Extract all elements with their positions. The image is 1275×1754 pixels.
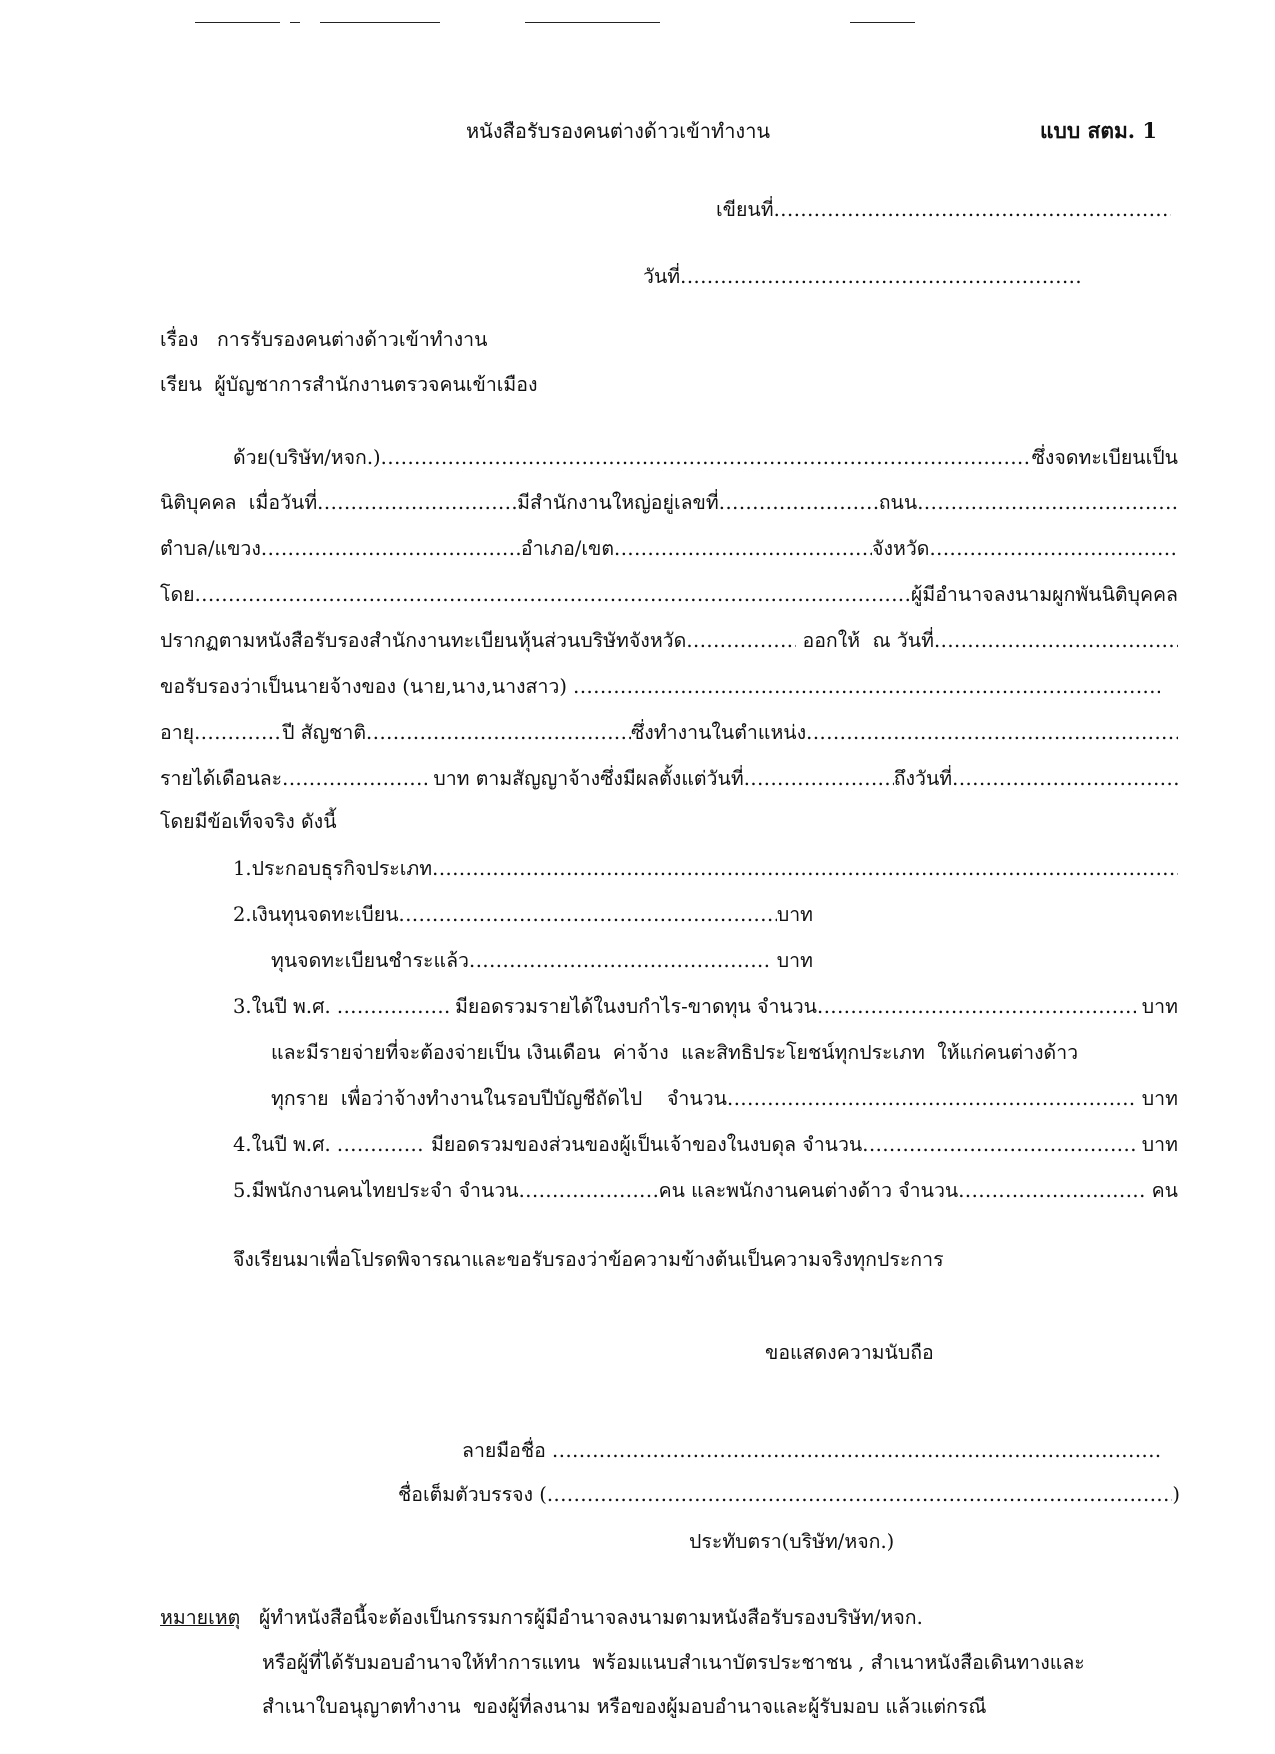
province-field[interactable] <box>929 532 1178 566</box>
fullname-label: ชื่อเต็มตัวบรรจง ( <box>398 1483 547 1506</box>
authorized-signatory-label: ผู้มีอำนาจลงนามผูกพันนิติบุคคล <box>910 583 1178 606</box>
fullname-close-paren: ) <box>1172 1483 1180 1506</box>
scan-artifact-line <box>290 22 300 23</box>
by-label: โดย <box>160 583 195 606</box>
fact-item-4 <box>233 1128 1178 1162</box>
revenue-year-field[interactable] <box>337 990 449 1024</box>
paid-capital-label: ทุนจดทะเบียนชำระแล้ว <box>271 949 469 972</box>
foreign-staff-field[interactable] <box>958 1174 1145 1208</box>
company-stamp-label: ประทับตรา(บริษัท/หจก.) <box>689 1530 895 1553</box>
equity-year-label: ในปี พ.ศ. <box>251 1133 337 1156</box>
scan-artifact-line <box>320 22 440 23</box>
signature-row <box>462 1434 1162 1468</box>
fact-number: 5. <box>233 1179 252 1202</box>
to-row <box>160 368 1178 402</box>
fact-number: 3. <box>233 995 252 1018</box>
stamp-row <box>689 1525 989 1559</box>
note-label: หมายเหตุ <box>160 1606 241 1629</box>
authorized-person-field[interactable] <box>195 578 911 612</box>
age-label: อายุ <box>160 721 195 744</box>
body-line-juristic <box>160 486 1178 520</box>
to-label: เรียน <box>160 373 202 396</box>
date-row <box>643 260 1081 294</box>
province-label: จังหวัด <box>872 537 930 560</box>
certificate-province-field[interactable] <box>686 624 796 658</box>
head-office-label: มีสำนักงานใหญ่อยู่เลขที่ <box>517 491 719 514</box>
respect-row <box>765 1336 1065 1370</box>
written-at-row <box>716 193 1171 227</box>
note-row-2 <box>262 1646 1178 1680</box>
subdistrict-field[interactable] <box>261 532 521 566</box>
issued-date-label: ออกให้ ณ วันที่ <box>796 629 934 652</box>
district-label: อำเภอ/เขต <box>520 537 615 560</box>
body-line-company <box>233 441 1178 475</box>
note-row-3 <box>262 1690 1178 1724</box>
employee-name-field[interactable] <box>573 670 1160 704</box>
revenue-total-label: มียอดรวมรายได้ในงบกำไร-ขาดทุน จำนวน <box>448 995 818 1018</box>
fullname-row <box>398 1478 1180 1512</box>
registration-date-label: นิติบุคคล เมื่อวันที่ <box>160 491 318 514</box>
fact-number: 1. <box>233 857 252 880</box>
subject-label: เรื่อง <box>160 328 199 351</box>
business-type-field[interactable] <box>432 852 1178 886</box>
revenue-total-field[interactable] <box>817 990 1136 1024</box>
body-line-age <box>160 716 1178 750</box>
scan-artifact-line <box>525 22 660 23</box>
baht-unit: บาท <box>1135 1133 1178 1156</box>
form-title: หนังสือรับรองคนต่างด้าวเข้าทำงาน <box>466 119 771 143</box>
date-field[interactable] <box>680 260 1081 294</box>
subject-text: การรับรองคนต่างด้าวเข้าทำงาน <box>216 328 488 351</box>
fact-item-2-paid <box>271 944 813 978</box>
signature-field[interactable] <box>552 1434 1162 1468</box>
contract-end-label: ถึงวันที่ <box>893 767 953 790</box>
expense-description: และมีรายจ่ายที่จะต้องจ่ายเป็น เงินเดือน ค่าจ้าง และสิทธิประโยชน์ทุกประเภท ให้แก่คนต่างด้าว <box>271 1041 1079 1064</box>
note-line-1: ผู้ทำหนังสือนี้จะต้องเป็นกรรมการผู้มีอำนาจลงนามตามหนังสือรับรองบริษัท/หจก. <box>258 1606 923 1629</box>
body-line-address <box>160 532 1178 566</box>
expense-amount-field[interactable] <box>727 1082 1136 1116</box>
paid-capital-field[interactable] <box>469 944 771 978</box>
equity-total-field[interactable] <box>862 1128 1135 1162</box>
baht-unit: บาท <box>776 903 813 926</box>
foreign-staff-label: คน และพนักงานคนต่างด้าว จำนวน <box>658 1179 959 1202</box>
fact-item-2 <box>233 898 813 932</box>
scan-artifact-line <box>850 22 915 23</box>
baht-unit: บาท <box>1135 995 1178 1018</box>
registered-capital-field[interactable] <box>399 898 777 932</box>
closing-respect: ขอแสดงความนับถือ <box>765 1341 934 1364</box>
fact-item-1 <box>233 852 1178 886</box>
revenue-year-label: ในปี พ.ศ. <box>251 995 337 1018</box>
position-field[interactable] <box>806 716 1178 750</box>
road-label: ถนน <box>878 491 918 514</box>
expense-amount-label: ทุกราย เพื่อว่าจ้างทำงานในรอบปีบัญชีถัดไป จำนวน <box>271 1087 727 1110</box>
fullname-field[interactable] <box>547 1478 1173 1512</box>
company-name-field[interactable] <box>381 441 1032 475</box>
thai-staff-field[interactable] <box>519 1174 659 1208</box>
contract-start-label: บาท ตามสัญญาจ้างซึ่งมีผลตั้งแต่วันที่ <box>427 767 744 790</box>
closing-request: จึงเรียนมาเพื่อโปรดพิจารณาและขอรับรองว่าข้อความข้างต้นเป็นความจริงทุกประการ <box>233 1248 944 1271</box>
age-field[interactable] <box>194 716 282 750</box>
nationality-label: ปี สัญชาติ <box>282 721 367 744</box>
to-text: ผู้บัญชาการสำนักงานตรวจคนเข้าเมือง <box>214 373 538 396</box>
scan-artifact-line <box>195 22 280 23</box>
certificate-label: ปรากฏตามหนังสือรับรองสำนักงานทะเบียนหุ้นส่วนบริษัทจังหวัด <box>160 629 687 652</box>
fact-item-3 <box>233 990 1178 1024</box>
employer-of-label: ขอรับรองว่าเป็นนายจ้างของ (นาย,นาง,นางสาว) <box>160 675 574 698</box>
company-label: ด้วย(บริษัท/หจก.) <box>233 446 381 469</box>
person-unit: คน <box>1145 1179 1178 1202</box>
monthly-income-field[interactable] <box>282 762 427 796</box>
fact-number: 4. <box>233 1133 252 1156</box>
body-line-authorized <box>160 578 1178 612</box>
contract-start-field[interactable] <box>744 762 894 796</box>
note-line-2: หรือผู้ที่ได้รับมอบอำนาจให้ทำการแทน พร้อมแนบสำเนาบัตรประชาชน , สำเนาหนังสือเดินทางและ <box>262 1651 1085 1674</box>
business-type-label: ประกอบธุรกิจประเภท <box>251 857 433 880</box>
equity-total-label: มียอดรวมของส่วนของผู้เป็นเจ้าของในงบดุล จำนวน <box>424 1133 863 1156</box>
registered-as-label: ซึ่งจดทะเบียนเป็น <box>1031 446 1178 469</box>
note-row-1 <box>160 1601 1178 1635</box>
signature-label: ลายมือชื่อ <box>462 1439 553 1462</box>
fact-item-5 <box>233 1174 1178 1208</box>
monthly-income-label: รายได้เดือนละ <box>160 767 283 790</box>
contract-end-field[interactable] <box>952 762 1178 796</box>
body-line-facts-intro <box>160 805 1178 839</box>
body-line-income <box>160 762 1178 796</box>
written-at-label: เขียนที่ <box>716 198 774 221</box>
nationality-field[interactable] <box>366 716 631 750</box>
subject-row <box>160 323 1178 357</box>
head-office-number-field[interactable] <box>719 486 879 520</box>
registration-date-field[interactable] <box>317 486 517 520</box>
thai-staff-label: มีพนักงานคนไทยประจำ จำนวน <box>251 1179 519 1202</box>
position-label: ซึ่งทำงานในตำแหน่ง <box>631 721 807 744</box>
fact-item-3-expense <box>271 1036 1171 1070</box>
fact-item-3-amount <box>271 1082 1178 1116</box>
written-at-field[interactable] <box>774 193 1171 227</box>
baht-unit: บาท <box>770 949 813 972</box>
road-field[interactable] <box>917 486 1178 520</box>
closing-request-row <box>233 1243 1178 1277</box>
body-line-employee <box>160 670 1160 704</box>
body-line-certificate <box>160 624 1178 658</box>
registered-capital-label: เงินทุนจดทะเบียน <box>251 903 399 926</box>
baht-unit: บาท <box>1135 1087 1178 1110</box>
form-code: แบบ สตม. 1 <box>1040 118 1158 143</box>
issued-date-field[interactable] <box>934 624 1178 658</box>
equity-year-field[interactable] <box>337 1128 425 1162</box>
subdistrict-label: ตำบล/แขวง <box>160 537 261 560</box>
district-field[interactable] <box>614 532 872 566</box>
facts-intro: โดยมีข้อเท็จจริง ดังนี้ <box>160 810 337 833</box>
fact-number: 2. <box>233 903 252 926</box>
note-line-3: สำเนาใบอนุญาตทำงาน ของผู้ที่ลงนาม หรือของผู้มอบอำนาจและผู้รับมอบ แล้วแต่กรณี <box>262 1695 987 1718</box>
date-label: วันที่ <box>643 265 681 288</box>
